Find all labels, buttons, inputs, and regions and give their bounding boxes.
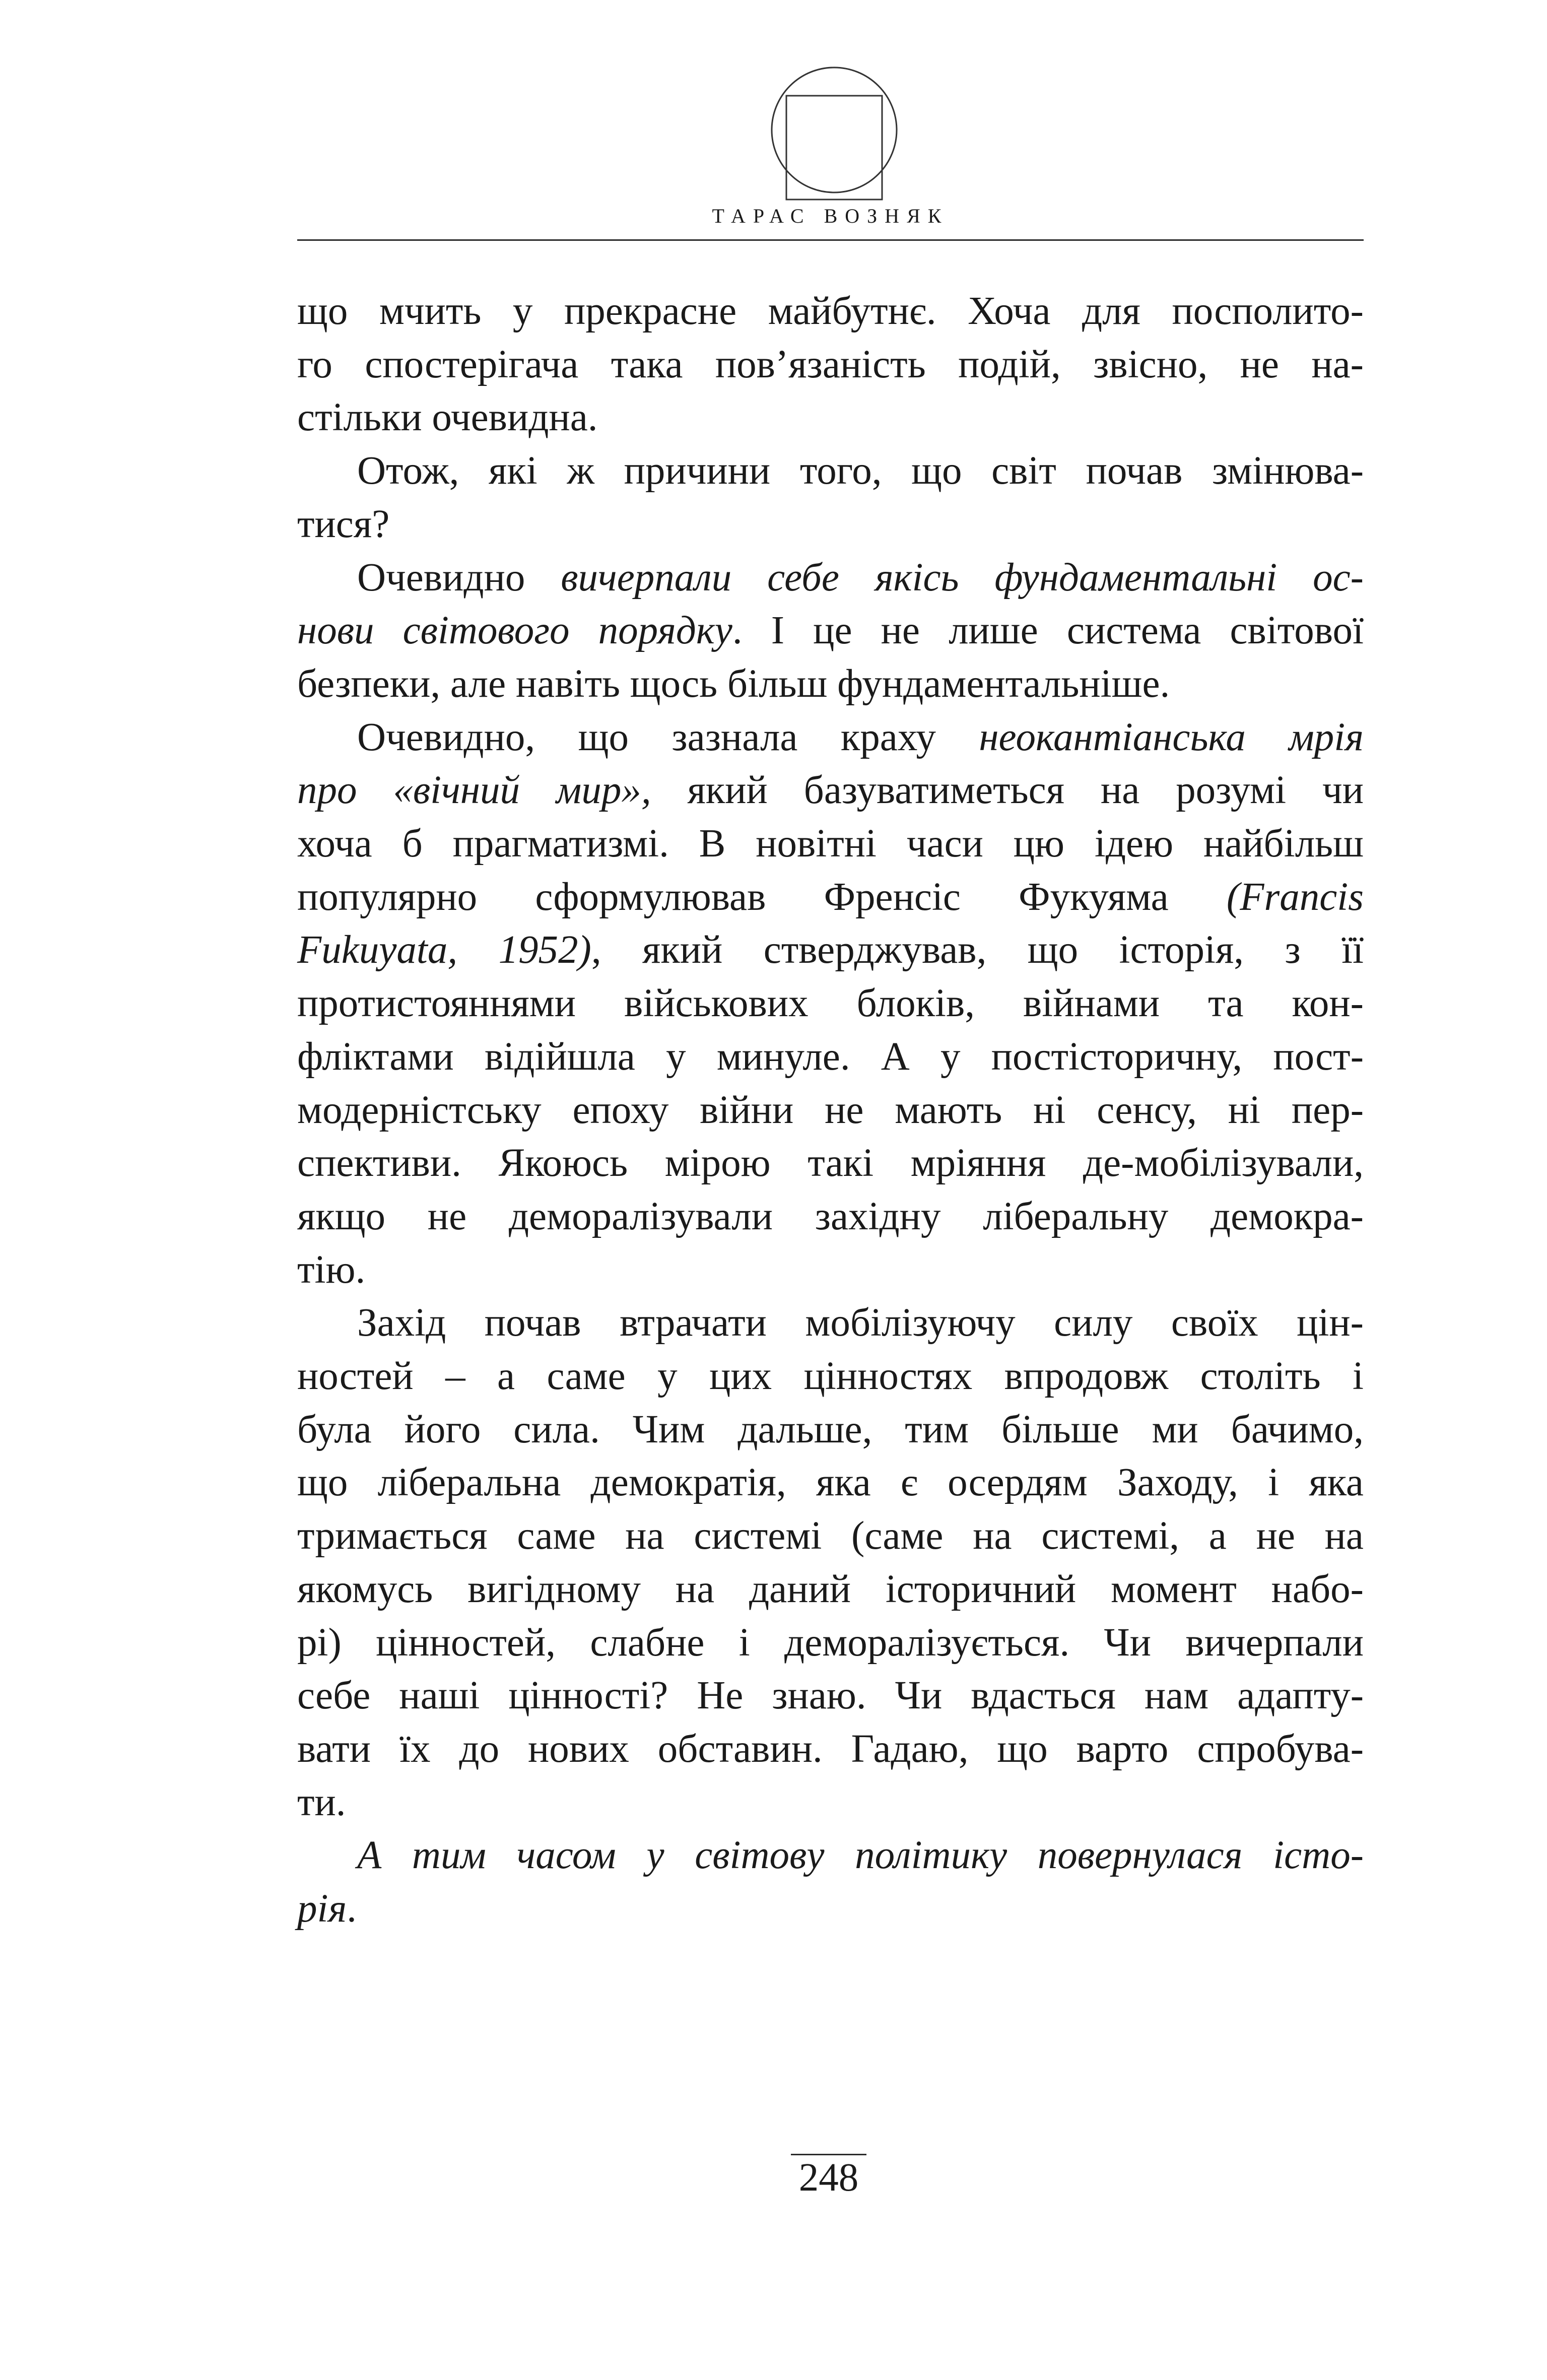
text-line: Захід почав втрачати мобілізуючу силу своїх цін- [357,1301,1364,1345]
text-line: хоча б прагматизмі. В новітні часи цю ідею найбільш [297,822,1364,866]
text-line: протистояннями військових блоків, війнами та кон- [297,981,1364,1026]
text-line: що мчить у прекрасне майбутнє. Хоча для посполито- [297,289,1364,333]
text-line: фліктами відійшла у минуле. А у постісторичну, пост- [297,1034,1364,1079]
text-line: модерністську епоху війни не мають ні сенсу, ні пер- [297,1088,1364,1132]
page-header [297,65,1364,242]
italic-run: рія [297,1887,347,1931]
text-line: рі) цінностей, слабне і деморалізується. Чи вичерпали [297,1620,1364,1665]
text-run: Очевидно [357,555,561,600]
italic-run: вичерпали себе якісь фундаментальні ос- [561,555,1364,600]
text-run: , який стверджував, що історія, з її [591,928,1364,972]
running-head: ТАРАС ВОЗНЯК [712,205,949,227]
italic-run: про «вічний мир», [297,768,651,813]
italic-run: неокантіанська мрія [979,715,1364,759]
text-run: . [347,1887,357,1931]
paragraph-3 [297,551,1364,711]
text-line: безпеки, але навіть щось більш фундаментальніше. [297,662,1170,706]
text-line [297,764,1364,817]
text-line: що ліберальна демократія, яка є осердям Заходу, і яка [297,1461,1364,1505]
text-line: якомусь вигідному на даний історичний момент набо- [297,1567,1364,1611]
text-line: тримається саме на системі (саме на системі, а не на [297,1514,1364,1558]
text-line: стільки очевидна. [297,395,598,440]
text-run: . І це не лише система світової [732,609,1364,653]
text-line [297,604,1364,657]
text-line: ностей – а саме у цих цінностях впродовж століть і [297,1354,1364,1399]
text-run: Очевидно, що зазнала краху [357,715,979,759]
text-line: була його сила. Чим дальше, тим більше ми бачимо, [297,1407,1364,1451]
text-line: себе наші цінності? Не знаю. Чи вдасться нам адапту- [297,1674,1364,1718]
italic-run: нови світового порядку [297,609,732,653]
italic-run: (Francis [1226,875,1364,919]
text-line: якщо не деморалізували західну ліберальну демокра- [297,1194,1364,1238]
text-run: який базуватиметься на розумі чи [651,768,1364,813]
paragraph-5 [297,1296,1364,1829]
text-line [297,551,1364,605]
text-run: популярно сформулював Френсіс Фукуяма [297,875,1227,919]
text-line [297,1882,1364,1936]
paragraph-1 [297,285,1364,444]
body-text [297,285,1364,1936]
text-line [297,923,1364,977]
header-rule [297,239,1364,241]
text-line [297,711,1364,764]
paragraph-6 [297,1829,1364,1935]
paragraph-4 [297,711,1364,1297]
text-line: ти. [297,1780,346,1824]
text-line: тися? [297,502,390,546]
italic-run: А тим часом у світову політику повернулася істо- [357,1833,1364,1878]
text-line: го спостерігача така пов’язаність подій, звісно, не на- [297,342,1364,386]
circle-square-emblem-icon [766,65,902,202]
paragraph-2 [297,444,1364,551]
text-line: вати їх до нових обставин. Гадаю, що варто спробува- [297,1727,1364,1771]
page-number: 248 [791,2154,866,2201]
text-line: тію. [297,1247,366,1292]
text-line [297,871,1364,924]
italic-run: Fukuyata, 1952) [297,928,591,972]
text-line [297,1829,1364,1882]
text-line: спективи. Якоюсь мірою такі мріяння де-мобілізували, [297,1141,1364,1185]
text-line: Отож, які ж причини того, що світ почав змінюва- [357,449,1364,493]
